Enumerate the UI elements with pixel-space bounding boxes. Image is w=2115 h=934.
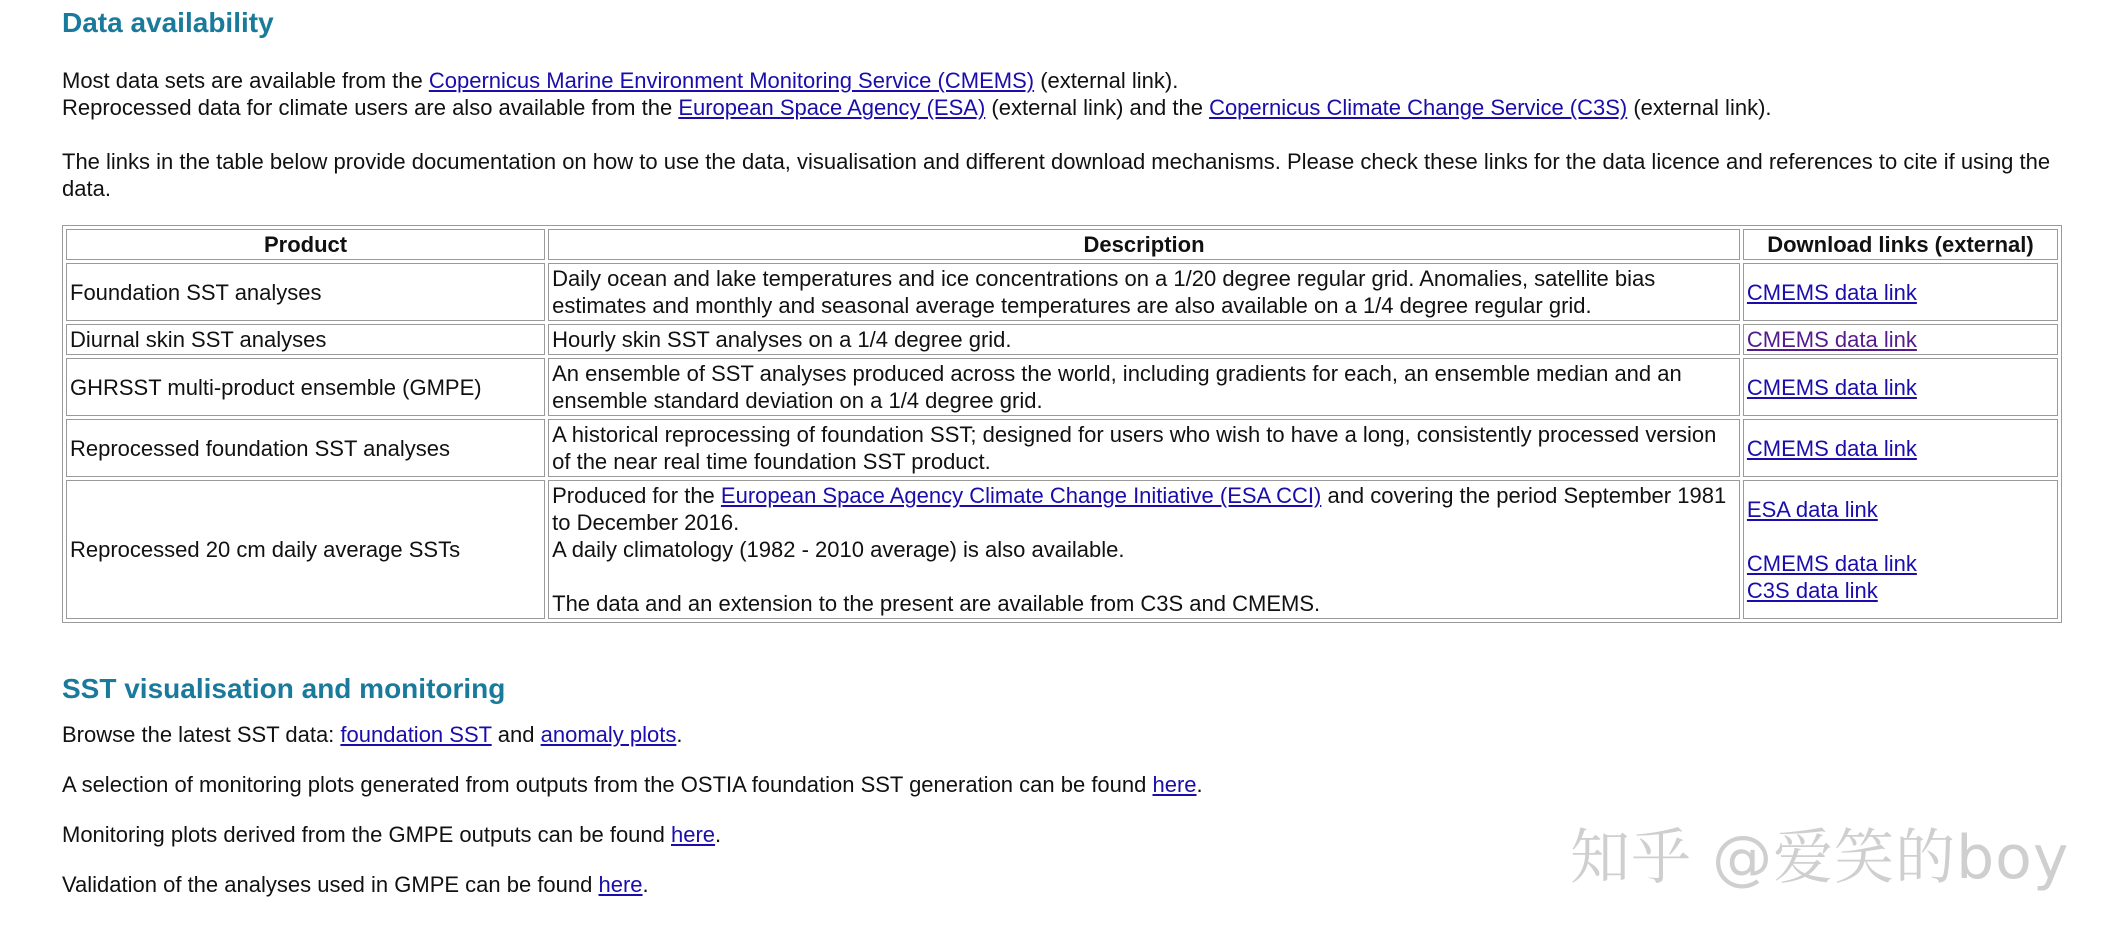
availability-line-2 [62,94,2062,121]
esa-cci-link[interactable]: European Space Agency Climate Change Initiative (ESA CCI) [720,483,1322,508]
data-availability-heading: Data availability [62,7,274,38]
cmems-data-link[interactable]: CMEMS data link [1746,550,1917,576]
visualisation-heading: SST visualisation and monitoring [62,673,506,704]
text: (external link). [1627,95,1772,120]
cmems-data-link[interactable]: CMEMS data link [1746,279,1917,305]
text: Most data sets are available from the [62,68,429,93]
text: (external link). [1034,68,1179,93]
ostia-here-link[interactable]: here [1152,772,1197,797]
text: . [1196,772,1203,797]
browse-paragraph [62,721,682,748]
cmems-data-link[interactable]: CMEMS data link [1746,374,1917,400]
spacer [552,563,1736,590]
header-download-links: Download links (external) [1743,229,2058,260]
link-cell [1743,480,2058,619]
availability-intro [62,67,2062,121]
description-cell [548,480,1740,619]
text: A daily climatology (1982 - 2010 average) is also available. [552,537,1125,562]
cmems-data-link[interactable]: CMEMS data link [1746,435,1917,461]
table-row [66,358,2058,416]
gmpe-here-link[interactable]: here [671,822,716,847]
watermark: 知乎 @爱笑的boy [1570,823,2070,893]
text: and [491,722,541,747]
product-cell: Foundation SST analyses [66,263,545,321]
c3s-link[interactable]: Copernicus Climate Change Service (C3S) [1209,95,1628,120]
product-cell: Reprocessed 20 cm daily average SSTs [66,480,545,619]
cmems-data-link[interactable]: CMEMS data link [1746,327,1917,352]
description-cell: Hourly skin SST analyses on a 1/4 degree grid. [548,324,1740,355]
cmems-link[interactable]: Copernicus Marine Environment Monitoring Service (CMEMS) [428,68,1035,93]
link-cell [1743,263,2058,321]
text: and covering the period September 1981 to December 2016. [552,483,1727,535]
text: A selection of monitoring plots generated from outputs from the OSTIA foundation SST generation can be found [62,772,1153,797]
esa-data-link[interactable]: ESA data link [1746,496,1878,522]
validation-here-link[interactable]: here [598,872,643,897]
text: (external link) and the [985,95,1210,120]
ostia-monitoring-paragraph [62,771,1203,798]
description-cell: An ensemble of SST analyses produced across the world, including gradients for each, an ensemble median and an ensemble standard deviation on a 1/4 degree grid. [548,358,1740,416]
link-cell [1743,358,2058,416]
text: Browse the latest SST data: [62,722,341,747]
product-cell: Reprocessed foundation SST analyses [66,419,545,477]
description-cell: A historical reprocessing of foundation SST; designed for users who wish to have a long, consistently processed version of the near real time foundation SST product. [548,419,1740,477]
spacer [1747,523,2054,550]
table-intro-paragraph: The links in the table below provide documentation on how to use the data, visualisation and different download mechanisms. Please check these links for the data licence and references to cite if using the data. [62,149,2051,201]
gmpe-monitoring-paragraph [62,821,721,848]
text: Produced for the [552,483,721,508]
data-table [62,225,2062,623]
esa-link[interactable]: European Space Agency (ESA) [678,95,986,120]
gmpe-validation-paragraph [62,871,649,898]
anomaly-plots-link[interactable]: anomaly plots [540,722,677,747]
c3s-data-link[interactable]: C3S data link [1746,577,1878,603]
table-row [66,263,2058,321]
foundation-sst-link[interactable]: foundation SST [340,722,492,747]
product-cell: GHRSST multi-product ensemble (GMPE) [66,358,545,416]
text: . [715,822,722,847]
description-cell: Daily ocean and lake temperatures and ice concentrations on a 1/20 degree regular grid. Anomalies, satellite bias estimates and monthly and seasonal average temperatures are also available on a 1/4 degree regular grid. [548,263,1740,321]
product-cell: Diurnal skin SST analyses [66,324,545,355]
availability-line-1 [62,67,2062,94]
text: The data and an extension to the present are available from C3S and CMEMS. [552,591,1321,616]
text: Reprocessed data for climate users are also available from the [62,95,679,120]
table-row [66,480,2058,619]
link-cell [1743,419,2058,477]
header-description: Description [548,229,1740,260]
header-product: Product [66,229,545,260]
link-cell [1743,324,2058,355]
data-table-wrapper [62,225,2062,623]
text: Validation of the analyses used in GMPE can be found [62,872,599,897]
table-header-row [66,229,2058,260]
text: Monitoring plots derived from the GMPE outputs can be found [62,822,671,847]
table-row [66,419,2058,477]
table-row [66,324,2058,355]
text: . [676,722,683,747]
text: . [642,872,649,897]
